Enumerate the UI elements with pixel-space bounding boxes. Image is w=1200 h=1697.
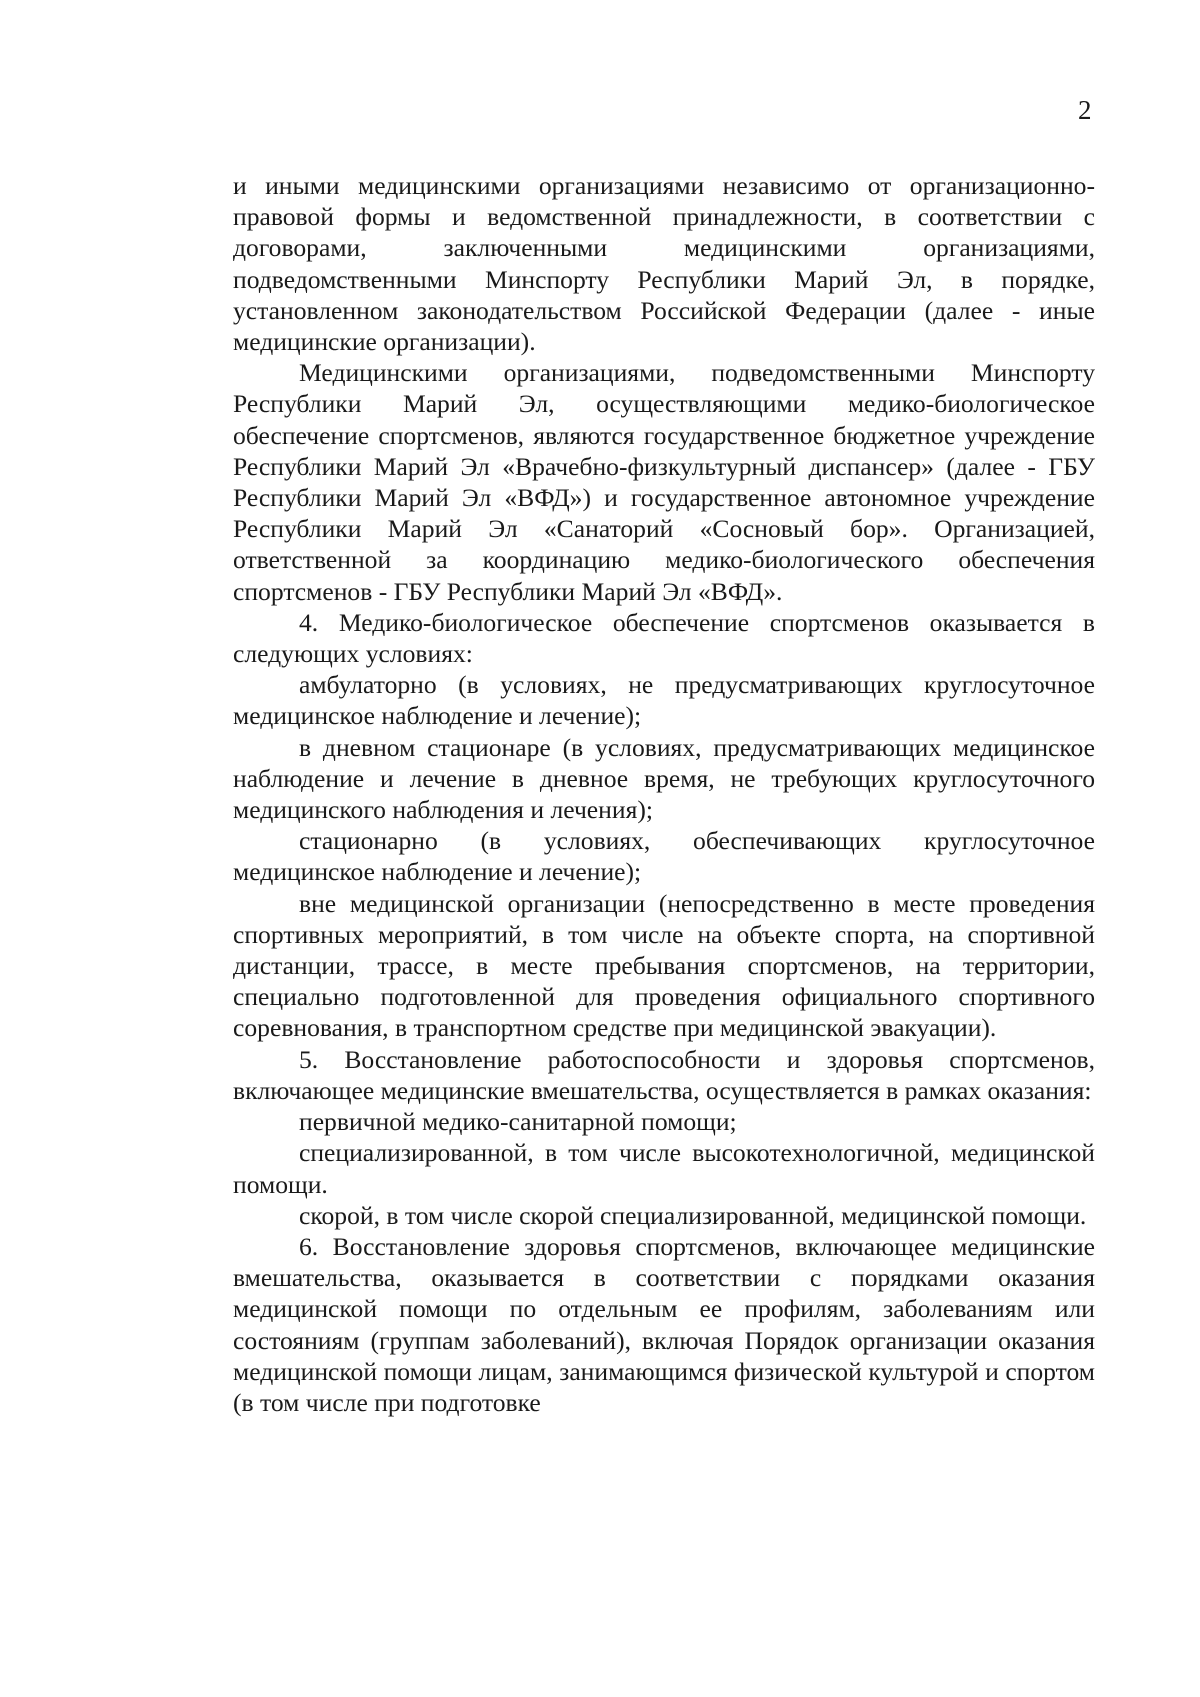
document-body	[233, 170, 1095, 1418]
paragraph-outpatient: амбулаторно (в условиях, не предусматривающих круглосуточное медицинское наблюдение и лечение);	[233, 670, 1095, 731]
paragraph-primary-care: первичной медико-санитарной помощи;	[299, 1107, 737, 1137]
paragraph-subordinate-organizations: Медицинскими организациями, подведомственными Минспорту Республики Марий Эл, осуществляющими медико-биологическое обеспечение спортсменов, являются государственное бюджетное учреждение Республики Марий Эл «Врачебно-физкультурный диспансер» (далее - ГБУ Республики Марий Эл «ВФД») и государственное автономное учреждение Республики Марий Эл «Санаторий «Сосновый бор». Организацией, ответственной за координацию медико-биологического обеспечения спортсменов - ГБУ Республики Марий Эл «ВФД».	[233, 358, 1095, 606]
paragraph-inpatient: стационарно (в условиях, обеспечивающих круглосуточное медицинское наблюдение и лечение);	[233, 826, 1095, 887]
page-number: 2	[1078, 95, 1092, 125]
paragraph-emergency-care: скорой, в том числе скорой специализированной, медицинской помощи.	[299, 1200, 1087, 1230]
paragraph-specialized-care: специализированной, в том числе высокотехнологичной, медицинской помощи.	[233, 1138, 1095, 1199]
paragraph-item-6: 6. Восстановление здоровья спортсменов, включающее медицинские вмешательства, оказывается в соответствии с порядками оказания медицинской помощи по отдельным ее профилям, заболеваниям или состояниям (группам заболеваний), включая Порядок организации оказания медицинской помощи лицам, занимающимся физической культурой и спортом (в том числе при подготовке	[233, 1231, 1095, 1417]
paragraph-day-hospital: в дневном стационаре (в условиях, предусматривающих медицинское наблюдение и лечение в дневное время, не требующих круглосуточного медицинского наблюдения и лечения);	[233, 732, 1095, 825]
paragraph-item-4: 4. Медико-биологическое обеспечение спортсменов оказывается в следующих условиях:	[233, 607, 1095, 669]
paragraph-outside-organization: вне медицинской организации (непосредственно в месте проведения спортивных мероприятий, в том числе на объекте спорта, на спортивной дистанции, трассе, в месте пребывания спортсменов, на территории, специально подготовленной для проведения официального спортивного соревнования, в транспортном средстве при медицинской эвакуации).	[233, 888, 1095, 1043]
paragraph-item-5: 5. Восстановление работоспособности и здоровья спортсменов, включающее медицинские вмешательства, осуществляется в рамках оказания:	[233, 1044, 1095, 1105]
paragraph-continuation: и иными медицинскими организациями независимо от организационно-правовой формы и ведомственной принадлежности, в соответствии с договорами, заключенными медицинскими организациями, подведомственными Минспорту Республики Марий Эл, в порядке, установленном законодательством Российской Федерации (далее - иные медицинские организации).	[233, 171, 1095, 357]
